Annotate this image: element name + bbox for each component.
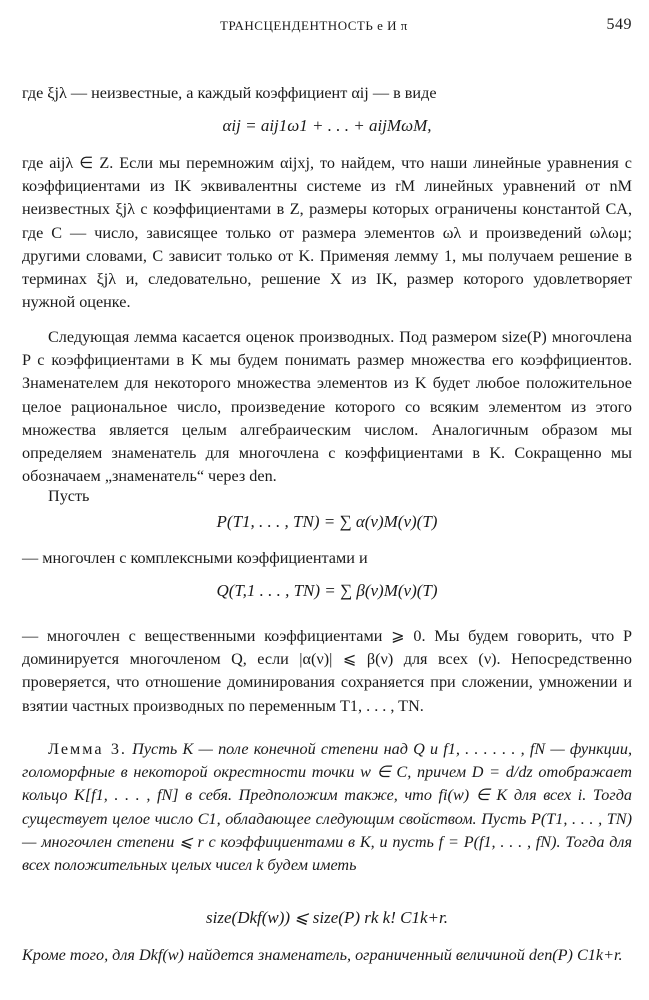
paragraph-unknowns: где ξjλ — неизвестные, а каждый коэффициент αij — в виде xyxy=(22,84,437,102)
lemma-text: Пусть K — поле конечной степени над Q и f1, . . . . . . , fN — функции, голоморфные в некоторой окрестности точки w ∈ C, причем D = d/dz отображает кольцо K[f1, . . . , fN] в себя. Предположим также, что fi(w) ∈ K для всех i. Тогда существует целое число C1, обладающее следующим свойством. Пусть P(T1, . . . , TN) — многочлен степени ⩽ r с коэффициентами в K, и пусть f = P(f1, . . . , fN). Тогда для всех положительных целых чисел k будем иметь xyxy=(22,740,632,875)
book-page xyxy=(22,0,632,1000)
page-number: 549 xyxy=(606,16,632,33)
equation-size-bound: size(Dkf(w)) ⩽ size(P) rk k! C1k+r. xyxy=(206,908,448,927)
paragraph-domination: — многочлен с вещественными коэффициентами ⩾ 0. Мы будем говорить, что P доминируется многочленом Q, если |α(ν)| ⩽ β(ν) для всех (ν). Непосредственно проверяется, что отношение доминирования сохраняется при сложении, умножении и взятии частных производных по переменным T1, . . . , TN. xyxy=(22,627,632,715)
equation-P: P(T1, . . . , TN) = ∑ α(ν)M(ν)(T) xyxy=(216,512,438,531)
paragraph-complex-poly: — многочлен с комплексными коэффициентами и xyxy=(22,549,368,567)
lemma-heading: Лемма 3. xyxy=(48,740,127,758)
running-header xyxy=(22,18,632,38)
equation-Q: Q(T,1 . . . , TN) = ∑ β(ν)M(ν)(T) xyxy=(216,581,438,600)
lemma-3 xyxy=(22,738,632,877)
equation-alpha: αij = aij1ω1 + . . . + aijMωM, xyxy=(222,116,432,135)
paragraph-denominator-bound: Кроме того, для Dkf(w) найдется знаменатель, ограниченный величиной den(P) C1k+r. xyxy=(22,946,623,964)
paragraph-linear-system: где aijλ ∈ Z. Если мы перемножим αijxj, то найдем, что наши линейные уравнения с коэффициентами из IK эквивалентны системе из rM линейных уравнений от nM неизвестных ξjλ с коэффициентами в Z, размеры которых ограничены константой CA, где C — число, зависящее только от размера элементов ωλ и произведений ωλωμ; другими словами, C зависит только от K. Применяя лемму 1, мы получаем решение в терминах ξjλ и, следовательно, решение X из IK, размер которого удовлетворяет нужной оценке. xyxy=(22,154,632,312)
header-title: ТРАНСЦЕНДЕНТНОСТЬ e И π xyxy=(220,18,408,33)
paragraph-let: Пусть xyxy=(48,487,90,505)
paragraph-lemma-intro: Следующая лемма касается оценок производных. Под размером size(P) многочлена P с коэффициентами в K мы будем понимать размер множества его коэффициентов. Знаменателем для некоторого множества элементов из K будет любое положительное целое рациональное число, произведение которого со всяким элементом из этого множества является целым алгебраическим числом. Аналогичным образом мы определяем знаменатель для многочлена с коэффициентами в K. Сокращенно мы обозначаем „знаменатель“ через den. xyxy=(22,328,632,486)
